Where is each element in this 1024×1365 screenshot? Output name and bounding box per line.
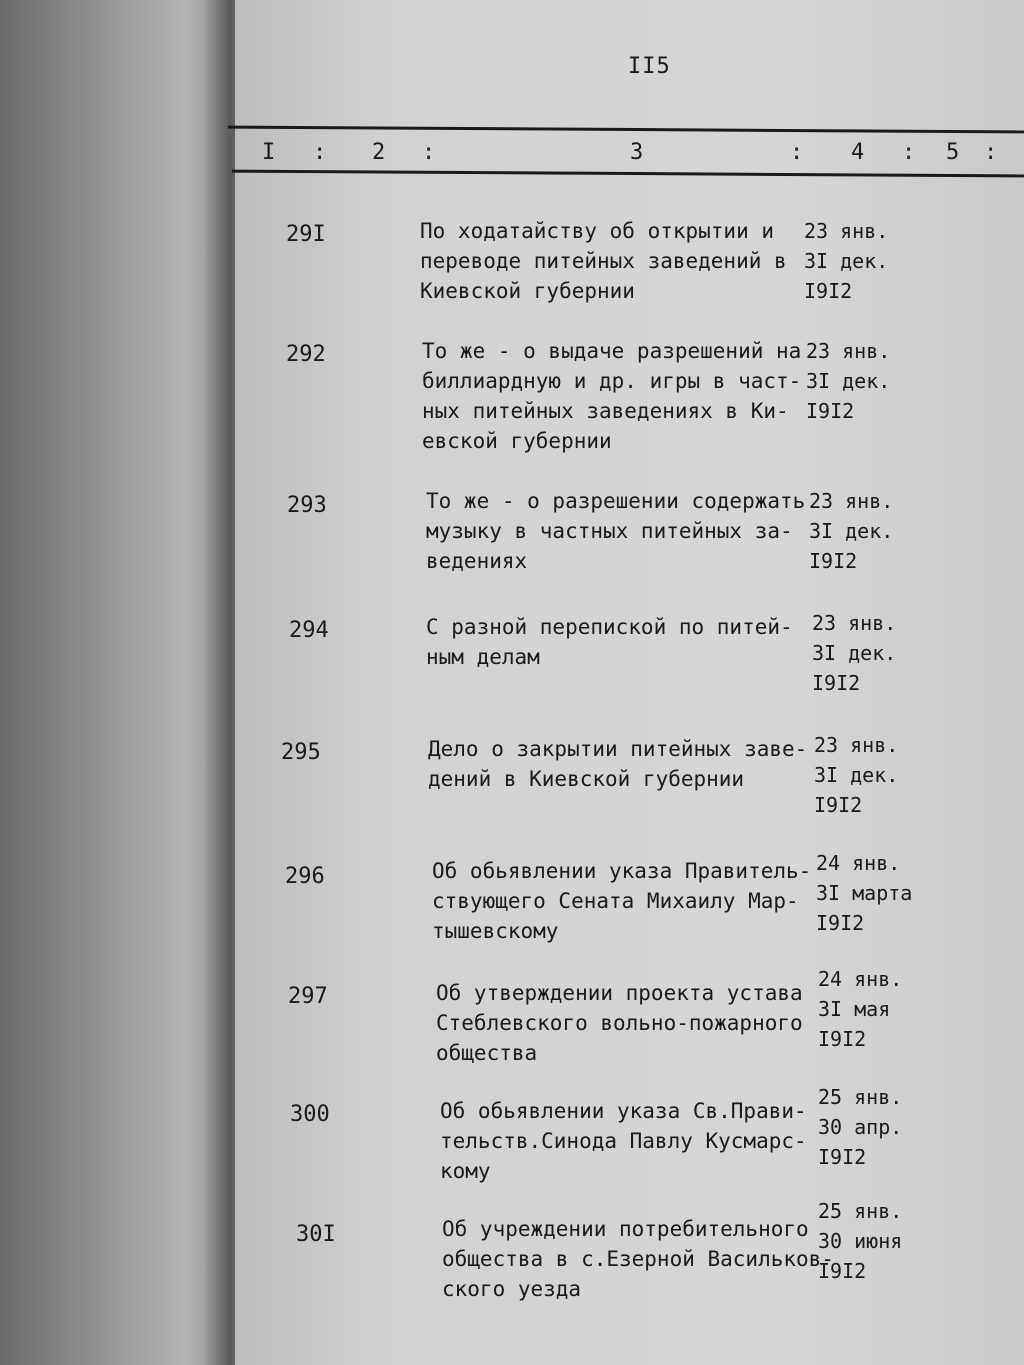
year: I9I2	[806, 399, 855, 423]
entry-title-line: Дело о закрытии питейных заве-	[428, 737, 808, 761]
entry-number: 296	[285, 864, 325, 889]
entry-title	[426, 612, 793, 672]
col-header-3: 3	[630, 140, 644, 165]
entry-title-line: Об обьявлении указа Правитель-	[432, 859, 812, 883]
col-header-sep: :	[313, 140, 327, 165]
start-date: 24 янв.	[818, 967, 903, 991]
col-header-sep: :	[984, 140, 998, 165]
entry-title-line: С разной перепиской по питей-	[426, 615, 793, 639]
col-header-sep: :	[790, 140, 804, 165]
col-header-4: 4	[851, 140, 865, 165]
start-date: 24 янв.	[816, 851, 901, 875]
entry-title-line: То же - о выдаче разрешений на	[422, 339, 802, 363]
end-date: 3I дек.	[812, 641, 897, 665]
entry-title-line: По ходатайству об открытии и	[420, 219, 775, 243]
col-header-sep: :	[902, 140, 916, 165]
entry-title-line: Киевской губернии	[420, 279, 635, 303]
end-date: 3I мая	[818, 997, 891, 1021]
entry-number: 292	[286, 342, 326, 367]
page-number: II5	[628, 54, 671, 79]
year: I9I2	[818, 1145, 867, 1169]
start-date: 23 янв.	[812, 611, 897, 635]
col-header-2: 2	[372, 140, 386, 165]
entry-title-line: Об обьявлении указа Св.Прави-	[440, 1099, 807, 1123]
year: I9I2	[818, 1259, 867, 1283]
entry-title-line: ствующего Сената Михаилу Мар-	[432, 889, 799, 913]
end-date: 3I марта	[816, 881, 913, 905]
entry-dates	[804, 216, 888, 306]
left-page-edge	[0, 0, 232, 1365]
entry-number: 297	[288, 984, 328, 1009]
entry-title-line: музыку в частных питейных за-	[426, 519, 793, 543]
col-header-sep: :	[422, 140, 436, 165]
entry-title-line: дений в Киевской губернии	[428, 767, 745, 791]
entry-title-line: Об утверждении проекта устава	[436, 981, 803, 1005]
entry-title	[432, 856, 811, 946]
year: I9I2	[812, 671, 861, 695]
entry-title-line: ведениях	[426, 549, 528, 573]
start-date: 25 янв.	[818, 1199, 903, 1223]
col-header-1: I	[262, 140, 276, 165]
year: I9I2	[814, 793, 863, 817]
start-date: 25 янв.	[818, 1085, 903, 1109]
start-date: 23 янв.	[806, 339, 891, 363]
entry-dates	[818, 964, 902, 1054]
entry-dates	[818, 1082, 902, 1172]
col-header-5: 5	[946, 140, 960, 165]
entry-title	[422, 336, 801, 456]
end-date: 30 апр.	[818, 1115, 903, 1139]
entry-title	[426, 486, 805, 576]
entry-dates	[816, 848, 912, 938]
year: I9I2	[816, 911, 865, 935]
entry-title-line: ным делам	[426, 645, 540, 669]
end-date: 3I дек.	[804, 249, 889, 273]
entry-title-line: биллиардную и др. игры в част-	[422, 369, 802, 393]
entry-title	[436, 978, 803, 1068]
entry-title-line: кому	[440, 1159, 491, 1183]
start-date: 23 янв.	[804, 219, 889, 243]
entry-title-line: Об учреждении потребительного	[442, 1217, 809, 1241]
end-date: 3I дек.	[814, 763, 899, 787]
entry-dates	[809, 486, 893, 576]
entry-title	[440, 1096, 807, 1186]
entry-dates	[812, 608, 896, 698]
entry-number: 300	[290, 1102, 330, 1127]
entry-dates	[806, 336, 890, 426]
entry-number: 30I	[296, 1222, 336, 1247]
start-date: 23 янв.	[814, 733, 899, 757]
entry-number: 294	[289, 618, 329, 643]
entry-dates	[818, 1196, 902, 1286]
entry-number: 29I	[286, 222, 326, 247]
start-date: 23 янв.	[809, 489, 894, 513]
entry-title-line: общества в с.Езерной Васильков-	[442, 1247, 834, 1271]
entry-title-line: ных питейных заведениях в Ки-	[422, 399, 789, 423]
entry-title	[428, 734, 807, 794]
entry-dates	[814, 730, 898, 820]
entry-title-line: тышевскому	[432, 919, 559, 943]
year: I9I2	[809, 549, 858, 573]
entry-title-line: евской губернии	[422, 429, 612, 453]
end-date: 3I дек.	[809, 519, 894, 543]
entry-title	[442, 1214, 834, 1304]
entry-title	[420, 216, 787, 306]
year: I9I2	[804, 279, 853, 303]
entry-title-line: переводе питейных заведений в	[420, 249, 787, 273]
entry-title-line: Стеблевского вольно-пожарного	[436, 1011, 803, 1035]
entry-title-line: общества	[436, 1041, 538, 1065]
end-date: 3I дек.	[806, 369, 891, 393]
entry-number: 293	[287, 493, 327, 518]
entry-title-line: ского уезда	[442, 1277, 582, 1301]
year: I9I2	[818, 1027, 867, 1051]
end-date: 30 июня	[818, 1229, 903, 1253]
entry-number: 295	[281, 740, 321, 765]
entry-title-line: То же - о разрешении содержать	[426, 489, 806, 513]
entry-title-line: тельств.Синода Павлу Кусмарс-	[440, 1129, 807, 1153]
